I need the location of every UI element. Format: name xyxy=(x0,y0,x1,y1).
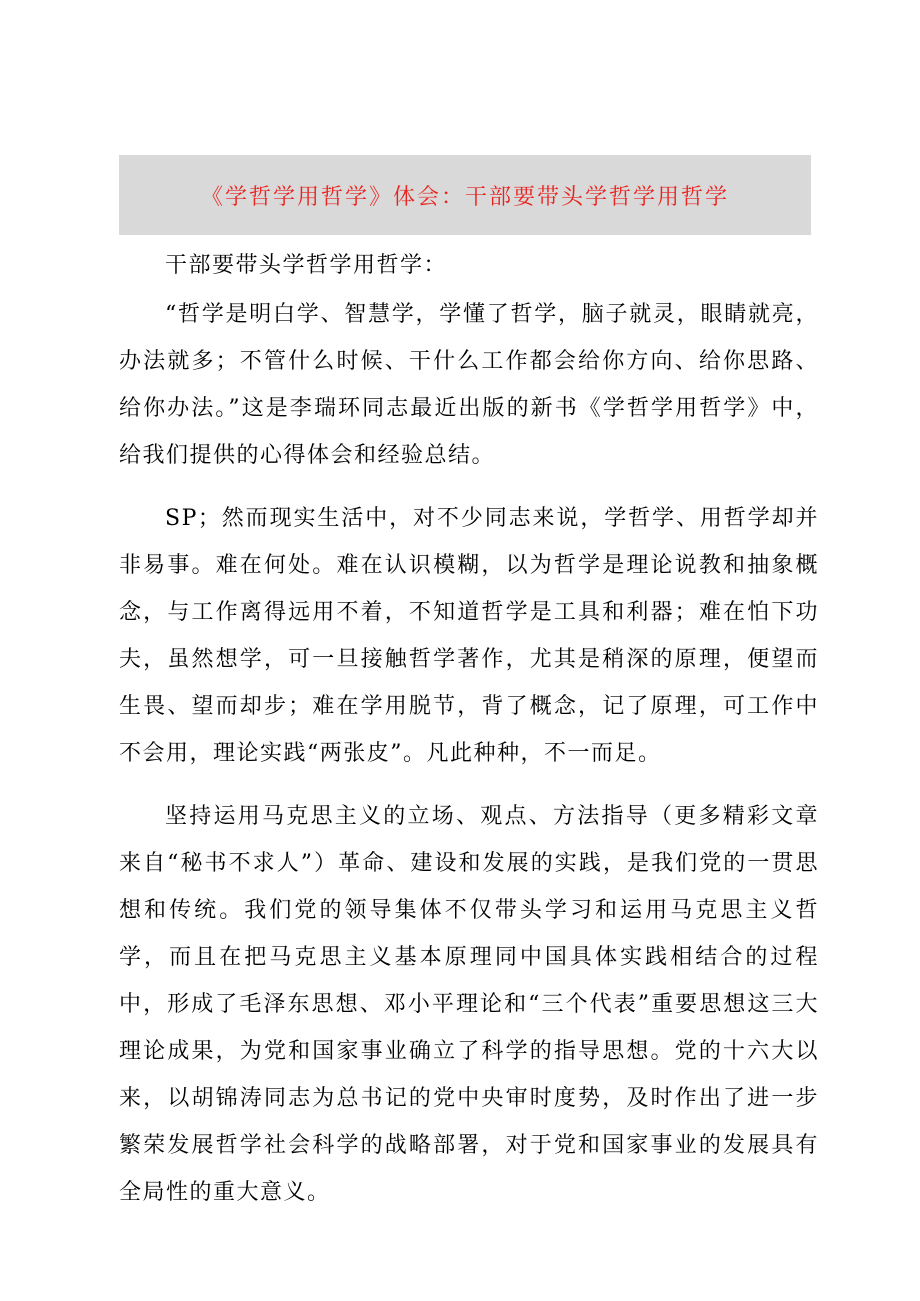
title-banner xyxy=(119,155,811,235)
paragraph-intro: 干部要带头学哲学用哲学： xyxy=(165,253,448,278)
document-title: 《学哲学用哲学》体会：干部要带头学哲学用哲学 xyxy=(200,184,729,210)
paragraph-difficulties: SP；然而现实生活中，对不少同志来说，学哲学、用哲学却并非易事。难在何处。难在认识模糊，以为哲学是理论说教和抽象概念，与工作离得远用不着，不知道哲学是工具和利器；难在怕下功夫，虽然想学，可一旦接触哲学著作，尤其是稍深的原理，便望而生畏、望而却步；难在学用脱节，背了概念，记了原理，可工作中不会用，理论实践“两张皮”。凡此种种，不一而足。 xyxy=(119,506,819,766)
paragraph-tradition: 坚持运用马克思主义的立场、观点、方法指导（更多精彩文章来自“秘书不求人”）革命、建设和发展的实践，是我们党的一贯思想和传统。我们党的领导集体不仅带头学习和运用马克思主义哲学，而且在把马克思主义基本原理同中国具体实践相结合的过程中，形成了毛泽东思想、邓小平理论和“三个代表”重要思想这三大理论成果，为党和国家事业确立了科学的指导思想。党的十六大以来，以胡锦涛同志为总书记的党中央审时度势，及时作出了进一步繁荣发展哲学社会科学的战略部署，对于党和国家事业的发展具有全局性的重大意义。 xyxy=(119,804,819,1205)
paragraph-quote: “哲学是明白学、智慧学，学懂了哲学，脑子就灵，眼睛就亮，办法就多；不管什么时候、干什么工作都会给你方向、给你思路、给你办法。”这是李瑞环同志最近出版的新书《学哲学用哲学》中，给我们提供的心得体会和经验总结。 xyxy=(119,302,819,468)
document-body xyxy=(119,242,819,1216)
